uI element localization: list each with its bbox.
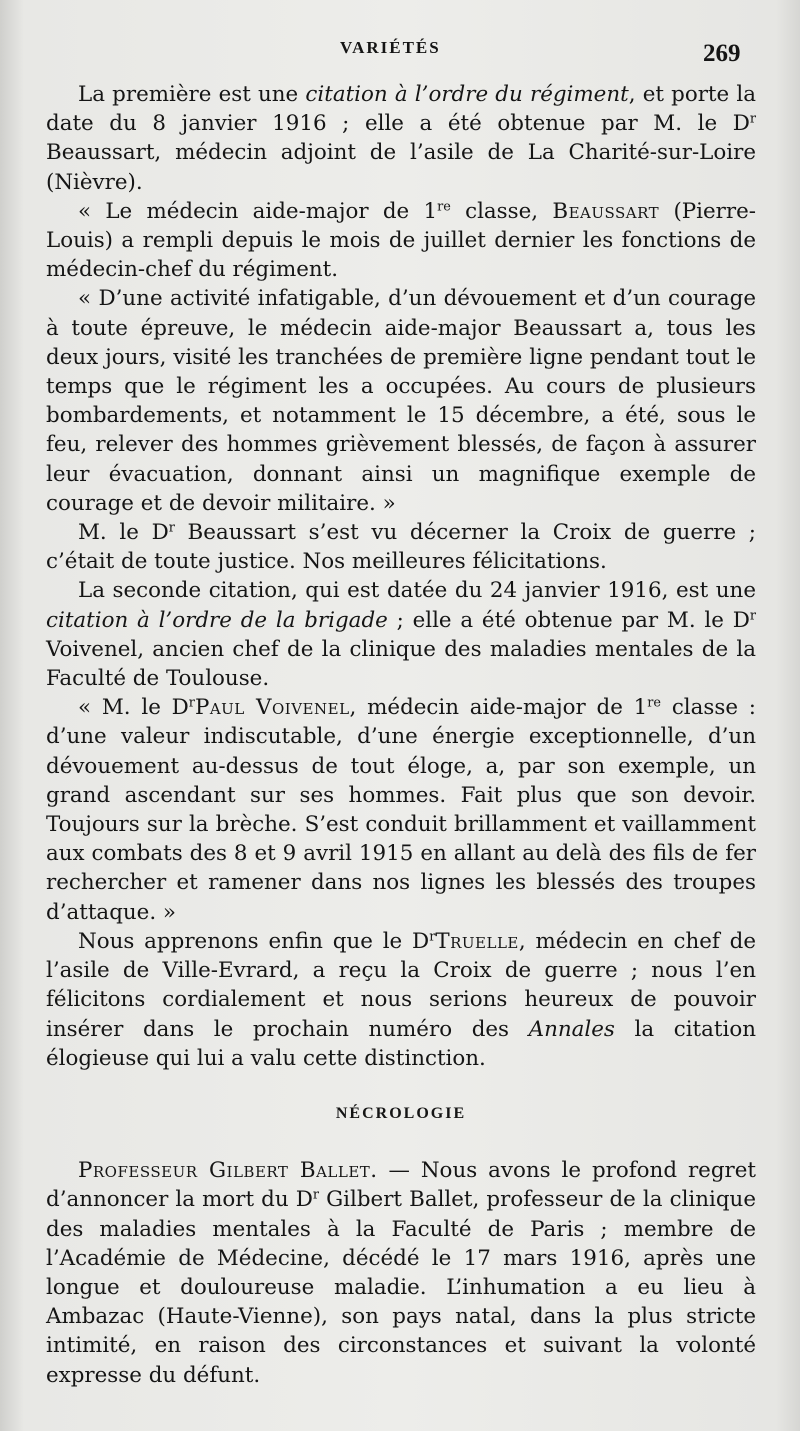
body-text [46, 80, 756, 1390]
running-head: VARIÉTÉS [340, 38, 441, 57]
page-number: 269 [703, 40, 741, 67]
paragraph-ballet-obituary: Professeur Gilbert Ballet. — Nous avons le profond regret d’annoncer la mort du $D^r$ Gilbert Ballet, professeur de la clinique des maladies mentales à la Faculté de Paris ; membre de l’Académie de Médecine, décédé le 17 mars 1916, après une longue et douloureuse maladie. L’inhumation a eu lieu à Ambazac (Haute-Vienne), son pays natal, dans la plus stricte intimité, en raison des circonstances et suivant la volonté expresse du défunt. [46, 1158, 757, 1388]
paragraph-first-citation: La première est une citation à l’ordre du régiment, et porte la date du 8 janvier 1916 ; elle a été obtenue par M. le $D^r$ Beaussart, médecin adjoint de l’asile de La Charité-sur-Loire (Nièvre). [46, 82, 756, 195]
paragraph-quote-voivenel: « M. le $D^rPaul$ Voivenel, médecin aide-major de 1re classe : d’une valeur indiscutable, d’une énergie exceptionnelle, d’un dévouement au-dessus de tout éloge, a, par son exemple, un grand ascendant sur ses hommes. Fait plus que son devoir. Toujours sur la brèche. S’est conduit brillamment et vaillamment aux combats des 8 et 9 avril 1915 en allant au delà des fils de fer rechercher et ramener dans nos lignes les blessés des troupes d’attaque. » [46, 695, 756, 925]
paragraph-beaussart-croix: M. le $D^r$ Beaussart s’est vu décerner la Croix de guerre ; c’était de toute justice. Nos meilleures félicitations. [46, 520, 756, 575]
paragraph-truelle: Nous apprenons enfin que le $D^rTruelle$, médecin en chef de l’asile de Ville-Evrard, a reçu la Croix de guerre ; nous l’en félicitons cordialement et nous serions heureux de pouvoir insérer dans le prochain numéro des Annales la citation élogieuse qui lui a valu cette distinction. [46, 928, 756, 1071]
paragraph-quote-beaussart-1: « Le médecin aide-major de 1re classe, Beaussart (Pierre-Louis) a rempli depuis le mois de juillet dernier les fonctions de médecin-chef du régiment. [46, 198, 757, 283]
paragraph-second-citation: La seconde citation, qui est datée du 24 janvier 1916, est une citation à l’ordre de la brigade ; elle a été obtenue par M. le $D^r$ Voivenel, ancien chef de la clinique des maladies mentales de la Faculté de Toulouse. [46, 578, 756, 692]
section-heading-necrologie: NÉCROLOGIE [335, 1104, 467, 1122]
paragraph-quote-beaussart-2: « D’une activité infatigable, d’un dévouement et d’un courage à toute épreuve, le médecin aide-major Beaussart a, tous les deux jours, visité les tranchées de première ligne pendant tout le temps que le régiment les a occupées. Au cours de plusieurs bombardements, et notamment le 15 décembre, a été, sous le feu, relever des hommes grièvement blessés, de façon à assurer leur évacuation, donnant ainsi un magnifique exemple de courage et de devoir militaire. » [46, 286, 756, 516]
